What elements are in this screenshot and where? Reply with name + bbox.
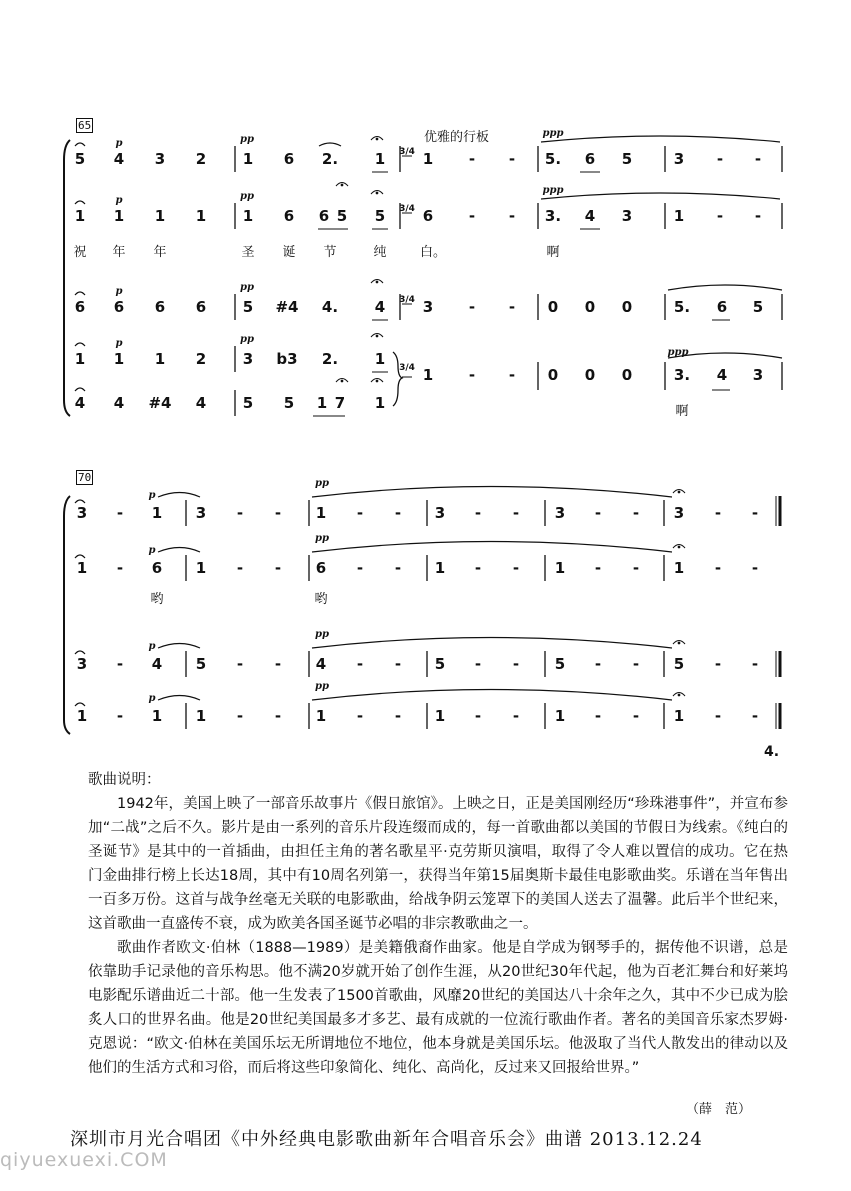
note: 3 — [422, 298, 434, 316]
note: - — [714, 559, 722, 577]
note: 3 — [434, 504, 446, 522]
time-signature: 3/4 — [399, 147, 415, 157]
dynamic-mark: pp — [240, 282, 254, 293]
note: 6 — [113, 298, 125, 316]
dynamic-mark: p — [148, 490, 156, 501]
note: - — [236, 655, 244, 673]
note: - — [274, 707, 282, 725]
note: - — [274, 504, 282, 522]
note: 5 — [195, 655, 207, 673]
note: - — [394, 655, 402, 673]
time-signature: 3/4 — [399, 204, 415, 214]
note: - — [394, 707, 402, 725]
note: - — [632, 707, 640, 725]
note: - — [474, 559, 482, 577]
note: 3. — [673, 366, 691, 384]
note: 1 — [374, 394, 386, 412]
note: 5 — [74, 150, 86, 168]
note: 1 — [673, 707, 685, 725]
note: 3. — [544, 207, 562, 225]
dynamic-mark: pp — [315, 533, 329, 544]
note: 2. — [321, 350, 339, 368]
note: 5 — [283, 394, 295, 412]
note: 1 — [151, 707, 163, 725]
note: 1 — [242, 150, 254, 168]
measure-number: 65 — [78, 119, 92, 132]
dynamic-mark: pp — [315, 478, 329, 489]
note: 1 — [315, 504, 327, 522]
note: 1 — [554, 707, 566, 725]
note: 6 — [74, 298, 86, 316]
note: 1 — [74, 350, 86, 368]
note: 3 — [673, 150, 685, 168]
note: - — [714, 655, 722, 673]
time-signature: 3/4 — [399, 295, 415, 305]
note: 1 — [315, 707, 327, 725]
note: #4 — [275, 298, 299, 316]
note: 3 — [621, 207, 633, 225]
note: 1 — [434, 559, 446, 577]
note: - — [751, 707, 759, 725]
note: #4 — [148, 394, 172, 412]
lyric: 年 — [112, 245, 126, 260]
note: - — [754, 150, 762, 168]
dynamic-mark: ppp — [542, 128, 564, 139]
note: - — [632, 504, 640, 522]
note: - — [751, 655, 759, 673]
note: 1 — [673, 559, 685, 577]
note: 6 — [195, 298, 207, 316]
dynamic-mark: p — [148, 641, 156, 652]
note: 5. — [544, 150, 562, 168]
note: - — [632, 559, 640, 577]
lyric: 纯 — [373, 245, 387, 260]
lyric: 啊 — [546, 245, 560, 260]
note: 6 — [422, 207, 434, 225]
note: 0 — [621, 366, 633, 384]
note: - — [274, 559, 282, 577]
lyric: 哟 — [150, 592, 164, 607]
note: - — [754, 207, 762, 225]
note: 0 — [621, 298, 633, 316]
note: 4 — [374, 298, 386, 316]
note: 1 — [76, 707, 88, 725]
note: 0 — [547, 298, 559, 316]
note: - — [356, 707, 364, 725]
note: 1 — [154, 350, 166, 368]
note: 4. — [321, 298, 339, 316]
note: 5 — [336, 207, 348, 225]
note: - — [236, 504, 244, 522]
dynamic-mark: p — [115, 338, 123, 349]
note: - — [512, 655, 520, 673]
note: - — [116, 707, 124, 725]
note: - — [632, 655, 640, 673]
dynamic-mark: p — [115, 138, 123, 149]
note: 1 — [316, 394, 328, 412]
note: 1 — [195, 207, 207, 225]
note: - — [356, 504, 364, 522]
song-notes — [88, 768, 788, 1080]
note: 6 — [318, 207, 330, 225]
note: - — [594, 655, 602, 673]
note: 6 — [584, 150, 596, 168]
note: - — [751, 504, 759, 522]
note: - — [508, 150, 516, 168]
note: 3 — [242, 350, 254, 368]
note: 3 — [154, 150, 166, 168]
dynamic-mark: pp — [315, 629, 329, 640]
dynamic-mark: pp — [315, 681, 329, 692]
note: 1 — [422, 366, 434, 384]
footer-caption: 深圳市月光合唱团《中外经典电影歌曲新年合唱音乐会》曲谱 2013.12.24 — [70, 1129, 703, 1150]
note: 1 — [195, 707, 207, 725]
note: 1 — [374, 350, 386, 368]
notes-heading: 歌曲说明： — [88, 772, 161, 788]
note: 2 — [195, 150, 207, 168]
note: - — [716, 150, 724, 168]
note: 6 — [716, 298, 728, 316]
note: - — [594, 504, 602, 522]
note: 0 — [584, 366, 596, 384]
lyric: 诞 — [282, 245, 296, 260]
lyric: 祝 — [73, 245, 87, 260]
note: 6 — [154, 298, 166, 316]
note: 1 — [113, 350, 125, 368]
note: - — [116, 559, 124, 577]
note: - — [236, 559, 244, 577]
dynamic-mark: pp — [240, 191, 254, 202]
note: - — [512, 504, 520, 522]
note: 6 — [151, 559, 163, 577]
lyric: 白。 — [419, 245, 447, 260]
note: 5 — [673, 655, 685, 673]
note: 1 — [434, 707, 446, 725]
note: 1 — [195, 559, 207, 577]
note: 6 — [283, 207, 295, 225]
lyric: 啊 — [675, 404, 689, 419]
note: 1 — [74, 207, 86, 225]
note: 4 — [195, 394, 207, 412]
note: 1 — [242, 207, 254, 225]
note: 1 — [422, 150, 434, 168]
note: 5 — [554, 655, 566, 673]
notes-paragraph: 1942年，美国上映了一部音乐故事片《假日旅馆》。上映之日，正是美国刚经历“珍珠港事件”，并宣布参加“二战”之后不久。影片是由一系列的音乐片段连缀而成的，每一首歌曲都以美国的节假日为线索。《纯白的圣诞节》是其中的一首插曲，由担任主角的著名歌星平·克劳斯贝演唱，取得了令人难以置信的成功。它在热门金曲排行榜上长达18周，其中有10周名列第一，获得当年第15届奥斯卡最佳电影歌曲奖。乐谱在当年售出一百多万份。这首与战争丝毫无关联的电影歌曲，给战争阴云笼罩下的美国人送去了温馨。此后半个世纪来，这首歌曲一直盛传不衰，成为欧美各国圣诞节必唱的非宗教歌曲之一。 — [88, 796, 788, 932]
note: 3 — [554, 504, 566, 522]
note: 1 — [554, 559, 566, 577]
note: 5 — [752, 298, 764, 316]
note: - — [751, 559, 759, 577]
note: 4 — [113, 394, 125, 412]
note: - — [274, 655, 282, 673]
note: 0 — [547, 366, 559, 384]
dynamic-mark: p — [148, 545, 156, 556]
note: 5 — [621, 150, 633, 168]
note: 1 — [151, 504, 163, 522]
lyric: 年 — [153, 245, 167, 260]
note: - — [468, 366, 476, 384]
note: - — [714, 504, 722, 522]
note: - — [468, 207, 476, 225]
note: 1 — [113, 207, 125, 225]
note: - — [116, 655, 124, 673]
note: - — [394, 559, 402, 577]
dynamic-mark: p — [115, 286, 123, 297]
note: - — [116, 504, 124, 522]
page-number: 4. — [764, 744, 780, 760]
note: 1 — [374, 150, 386, 168]
note: 4 — [584, 207, 596, 225]
watermark: qiyuexuexi.COM — [0, 1149, 168, 1171]
note: - — [468, 298, 476, 316]
note: 6 — [315, 559, 327, 577]
note: - — [508, 207, 516, 225]
note: 7 — [334, 394, 346, 412]
notes-paragraph: 歌曲作者欧文·伯林（1888—1989）是美籍俄裔作曲家。他是自学成为钢琴手的，据传他不识谱，总是依靠助手记录他的音乐构思。他不满20岁就开始了创作生涯，从20世纪30年代起，他为百老汇舞台和好莱坞电影配乐谱曲近二十部。他一生发表了1500首歌曲，风靡20世纪的美国达八十余年之久，其中不少已成为脍炙人口的世界名曲。他是20世纪美国最多才多艺、最有成就的一位流行歌曲作者。著名的美国音乐家杰罗姆·克恩说：“欧文·伯林在美国乐坛无所谓地位不地位，他本身就是美国乐坛。他汲取了当代人散发出的律动以及他们的生活方式和习俗，而后将这些印象简化、纯化、高尚化，反过来又回报给世界。” — [88, 940, 788, 1076]
dynamic-mark: pp — [240, 134, 254, 145]
note: - — [716, 207, 724, 225]
note: 4 — [716, 366, 728, 384]
dynamic-mark: ppp — [542, 185, 564, 196]
note: - — [508, 366, 516, 384]
note: 5 — [242, 298, 254, 316]
note: - — [594, 707, 602, 725]
dynamic-mark: ppp — [667, 347, 689, 358]
dynamic-mark: p — [148, 693, 156, 704]
dynamic-mark: pp — [240, 334, 254, 345]
note: 2 — [195, 350, 207, 368]
note: 1 — [673, 207, 685, 225]
note: 3 — [76, 655, 88, 673]
note: 4 — [151, 655, 163, 673]
note: 3 — [752, 366, 764, 384]
note: 4 — [113, 150, 125, 168]
note: 5 — [242, 394, 254, 412]
note: 5 — [374, 207, 386, 225]
note: 2. — [321, 150, 339, 168]
note: - — [512, 707, 520, 725]
lyric: 哟 — [314, 592, 328, 607]
note: - — [236, 707, 244, 725]
dynamic-mark: p — [115, 195, 123, 206]
note: 3 — [195, 504, 207, 522]
note: 6 — [283, 150, 295, 168]
note: - — [508, 298, 516, 316]
note: 3 — [673, 504, 685, 522]
tempo-marking: 优雅的行板 — [424, 130, 490, 145]
note: - — [474, 504, 482, 522]
note: 4 — [315, 655, 327, 673]
lyric: 节 — [323, 245, 337, 260]
note: 5 — [434, 655, 446, 673]
note: - — [356, 655, 364, 673]
note: - — [474, 707, 482, 725]
note: 1 — [154, 207, 166, 225]
note: 1 — [76, 559, 88, 577]
note: - — [474, 655, 482, 673]
note: - — [512, 559, 520, 577]
lyric: 圣 — [241, 245, 255, 260]
note: - — [714, 707, 722, 725]
note: - — [394, 504, 402, 522]
note: 4 — [74, 394, 86, 412]
measure-number: 70 — [78, 471, 92, 484]
time-signature: 3/4 — [399, 363, 415, 373]
note: - — [594, 559, 602, 577]
note: - — [356, 559, 364, 577]
note: b3 — [276, 350, 298, 368]
note: 3 — [76, 504, 88, 522]
note: 0 — [584, 298, 596, 316]
note: 5. — [673, 298, 691, 316]
note: - — [468, 150, 476, 168]
author-signature: （薛 范） — [685, 1102, 751, 1117]
